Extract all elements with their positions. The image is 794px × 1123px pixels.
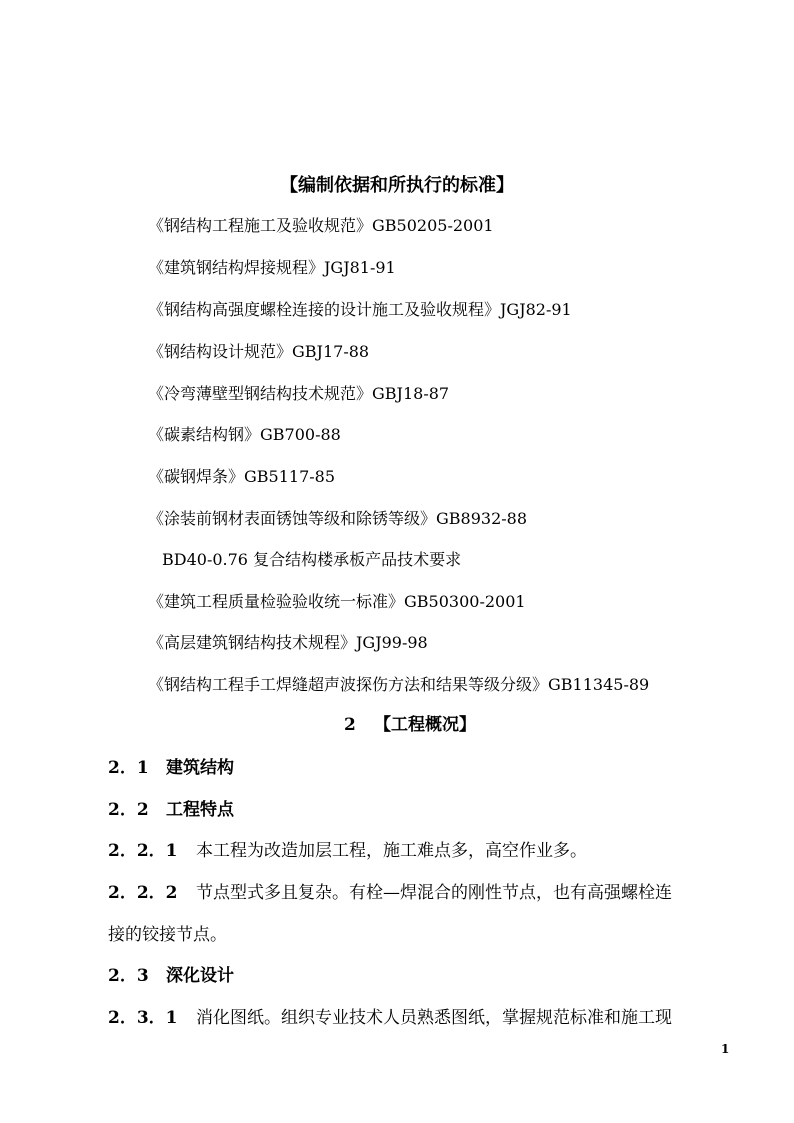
- standard-item: 《钢结构工程手工焊缝超声波探伤方法和结果等级分级》GB11345-89: [148, 675, 650, 694]
- section-heading: [344, 713, 476, 737]
- standard-item: 《碳钢焊条》GB5117-85: [148, 467, 336, 486]
- standard-item: 《建筑钢结构焊接规程》JGJ81-91: [148, 258, 396, 277]
- subsection-number: 2．3: [108, 966, 149, 986]
- paragraph: [108, 840, 587, 862]
- page-number: 1: [721, 1042, 730, 1056]
- subsection-number: 2．2: [108, 800, 149, 820]
- subsection-title: 工程特点: [166, 800, 234, 820]
- standard-item: BD40-0.76 复合结构楼承板产品技术要求: [162, 550, 462, 569]
- subsection-title: 深化设计: [166, 966, 234, 986]
- paragraph-continuation: 接的铰接节点。: [108, 925, 227, 945]
- paragraph-number: 2．2．1: [108, 841, 178, 861]
- standard-item: 《高层建筑钢结构技术规程》JGJ99-98: [148, 633, 428, 652]
- paragraph-number: 2．2．2: [108, 883, 178, 903]
- paragraph: [108, 882, 672, 904]
- paragraph-text: 消化图纸。组织专业技术人员熟悉图纸，掌握规范标准和施工现: [196, 1008, 672, 1028]
- standard-item: 《钢结构工程施工及验收规范》GB50205-2001: [148, 216, 494, 235]
- standard-item: 《冷弯薄壁型钢结构技术规范》GBJ18-87: [148, 384, 450, 403]
- paragraph-text: 本工程为改造加层工程，施工难点多，高空作业多。: [196, 841, 587, 861]
- document-title: 【编制依据和所执行的标准】: [280, 175, 514, 196]
- standard-item: 《钢结构高强度螺栓连接的设计施工及验收规程》JGJ82-91: [148, 300, 572, 319]
- subsection-title: 建筑结构: [166, 758, 234, 778]
- standard-item: 《钢结构设计规范》GBJ17-88: [148, 342, 370, 361]
- subsection-heading: [108, 965, 234, 987]
- subsection-heading: [108, 799, 234, 821]
- subsection-heading: [108, 757, 234, 779]
- paragraph-text: 节点型式多且复杂。有栓—焊混合的刚性节点，也有高强螺栓连: [196, 883, 672, 903]
- paragraph-number: 2．3．1: [108, 1008, 178, 1028]
- standard-item: 《碳素结构钢》GB700-88: [148, 425, 341, 444]
- paragraph: [108, 1007, 672, 1029]
- section-number: 2: [344, 715, 356, 735]
- section-title: 【工程概况】: [374, 715, 476, 735]
- subsection-number: 2．1: [108, 758, 149, 778]
- standard-item: 《建筑工程质量检验验收统一标准》GB50300-2001: [148, 592, 526, 611]
- standard-item: 《涂装前钢材表面锈蚀等级和除锈等级》GB8932-88: [148, 509, 528, 528]
